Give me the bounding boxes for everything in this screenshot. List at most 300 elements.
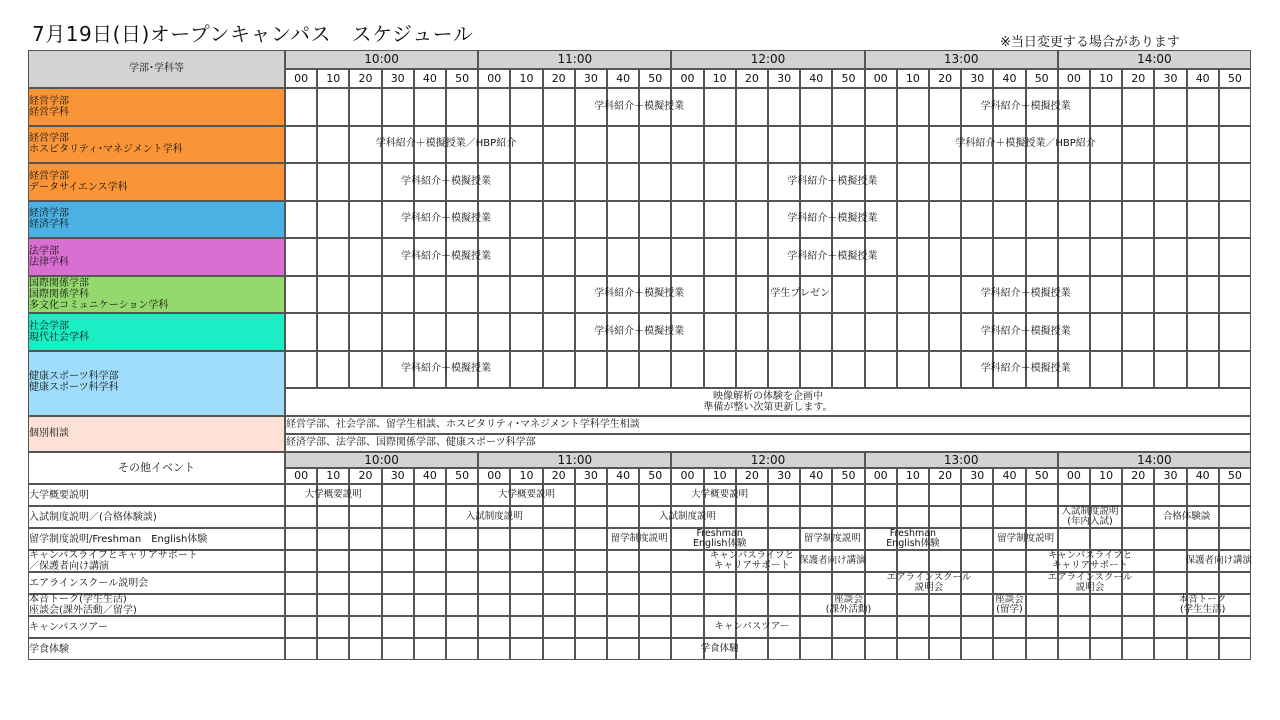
time-slot: [800, 126, 832, 164]
time-slot: [961, 506, 993, 528]
time-slot: [446, 484, 478, 506]
event-name: ／保護者向け講演: [29, 561, 109, 572]
time-slot: [865, 351, 897, 389]
time-slot: [510, 594, 542, 616]
time-slot: [1154, 484, 1186, 506]
time-slot: [800, 638, 832, 660]
time-slot: [510, 313, 542, 351]
time-slot: [671, 126, 703, 164]
event-session-label: English体験: [693, 538, 747, 549]
dept-name: 社会学部: [29, 320, 69, 332]
time-slot: [1154, 313, 1186, 351]
dept-session-label: 学科紹介＋模擬授業: [787, 250, 878, 262]
time-slot: [897, 238, 929, 276]
time-slot: [1219, 572, 1251, 594]
time-slot: [961, 528, 993, 550]
dept-session-label: 学科紹介＋模擬授業: [401, 175, 491, 187]
time-slot: [543, 638, 575, 660]
time-slot: [736, 238, 768, 276]
time-slot: [865, 313, 897, 351]
time-slot: [446, 638, 478, 660]
time-slot: [317, 594, 349, 616]
consult-text: 経済学部、法学部、国際関係学部、健康スポーツ科学部: [286, 437, 536, 448]
time-slot: [865, 88, 897, 126]
time-slot: [317, 638, 349, 660]
time-slot: [671, 351, 703, 389]
time-slot: [961, 638, 993, 660]
time-slot: [510, 616, 542, 638]
time-slot: [704, 572, 736, 594]
bottom-minute-label: 00: [487, 469, 502, 482]
time-slot: [832, 313, 864, 351]
time-slot: [317, 572, 349, 594]
time-slot: [446, 88, 478, 126]
bottom-hour-label: 12:00: [750, 452, 786, 467]
dept-session-label: 学科紹介＋模擬授業: [980, 363, 1071, 375]
dept-name: 経済学科: [29, 219, 69, 231]
time-slot: [285, 313, 317, 351]
time-slot: [1090, 616, 1122, 638]
time-slot: [1090, 313, 1122, 351]
event-session-label: エアラインスクール: [886, 572, 972, 583]
top-minute-label: 40: [809, 71, 824, 85]
event-session-label: 説明会: [914, 582, 944, 593]
time-slot: [607, 616, 639, 638]
time-slot: [1187, 201, 1219, 239]
time-slot: [382, 88, 414, 126]
top-minute-label: 00: [680, 71, 695, 85]
time-slot: [575, 506, 607, 528]
time-slot: [285, 276, 317, 314]
top-minute-label: 30: [390, 71, 405, 85]
events-header-label: その他イベント: [118, 461, 195, 474]
time-slot: [1090, 351, 1122, 389]
bottom-minute-label: 10: [326, 469, 341, 482]
time-slot: [414, 88, 446, 126]
event-session-label: 説明会: [1075, 582, 1105, 593]
time-slot: [349, 616, 381, 638]
time-slot: [832, 276, 864, 314]
time-slot: [993, 484, 1025, 506]
time-slot: [736, 506, 768, 528]
time-slot: [285, 638, 317, 660]
event-name: 入試制度説明／(合格体験談): [29, 511, 157, 523]
dept-session-label: 学科紹介＋模擬授業: [401, 213, 491, 225]
time-slot: [1058, 594, 1090, 616]
dept-session-label: 学科紹介＋模擬授業／HBP紹介: [955, 138, 1096, 150]
time-slot: [1187, 276, 1219, 314]
time-slot: [639, 201, 671, 239]
time-slot: [671, 594, 703, 616]
dept-session-label: 学科紹介＋模擬授業: [594, 325, 685, 337]
time-slot: [1122, 201, 1154, 239]
event-session-label: 保護者向け講演: [799, 555, 866, 566]
event-name: キャンパスライフとキャリアサポート: [29, 550, 198, 561]
bottom-hour-label: 11:00: [557, 452, 593, 467]
dept-header-label: 学部･学科等: [129, 63, 184, 74]
time-slot: [1026, 506, 1058, 528]
dept-name: 経済学部: [29, 208, 69, 220]
top-minute-label: 40: [616, 71, 631, 85]
time-slot: [1026, 616, 1058, 638]
time-slot: [575, 201, 607, 239]
time-slot: [382, 594, 414, 616]
event-session-label: 座談会: [995, 594, 1024, 605]
time-slot: [478, 88, 510, 126]
top-minute-label: 30: [583, 71, 598, 85]
dept-session-label: 学生プレゼン: [770, 288, 830, 300]
event-name: 学食体験: [29, 643, 69, 655]
time-slot: [510, 88, 542, 126]
dept-name: データサイエンス学科: [29, 181, 128, 193]
top-minute-label: 30: [970, 71, 985, 85]
time-slot: [897, 313, 929, 351]
time-slot: [317, 528, 349, 550]
time-slot: [800, 572, 832, 594]
time-slot: [736, 594, 768, 616]
time-slot: [671, 163, 703, 201]
time-slot: [1122, 594, 1154, 616]
top-minute-label: 20: [1131, 71, 1146, 85]
time-slot: [349, 594, 381, 616]
time-slot: [1122, 126, 1154, 164]
time-slot: [1154, 126, 1186, 164]
time-slot: [704, 594, 736, 616]
time-slot: [736, 163, 768, 201]
time-slot: [736, 201, 768, 239]
event-session-label: 大学概要説明: [497, 489, 556, 500]
time-slot: [607, 506, 639, 528]
time-slot: [897, 484, 929, 506]
consult-text: 経営学部、社会学部、留学生相談、ホスピタリティ･マネジメント学科学生相談: [286, 419, 640, 430]
time-slot: [607, 238, 639, 276]
time-slot: [414, 638, 446, 660]
event-session-label: 入試制度説明: [465, 511, 523, 522]
time-slot: [510, 276, 542, 314]
time-slot: [510, 163, 542, 201]
bottom-minute-label: 30: [583, 469, 598, 482]
bottom-minute-label: 40: [1195, 469, 1210, 482]
event-session-label: 座談会: [834, 594, 863, 605]
time-slot: [285, 528, 317, 550]
time-slot: [768, 528, 800, 550]
time-slot: [704, 351, 736, 389]
time-slot: [671, 238, 703, 276]
bottom-minute-label: 50: [648, 469, 663, 482]
top-hour-label: 10:00: [364, 52, 399, 66]
event-session-label: 留学制度説明: [997, 533, 1055, 544]
time-slot: [543, 313, 575, 351]
event-session-label: English体験: [886, 538, 940, 549]
time-slot: [704, 201, 736, 239]
event-session-label: キャリアサポート: [713, 560, 790, 571]
time-slot: [736, 276, 768, 314]
time-slot: [607, 201, 639, 239]
time-slot: [1219, 506, 1251, 528]
dept-name: 国際関係学部: [29, 277, 89, 289]
time-slot: [446, 572, 478, 594]
time-slot: [639, 126, 671, 164]
consult-label: 個別相談: [29, 428, 69, 439]
time-slot: [1187, 126, 1219, 164]
time-slot: [1219, 88, 1251, 126]
time-slot: [800, 484, 832, 506]
time-slot: [1219, 313, 1251, 351]
schedule-table: [28, 50, 1253, 710]
event-session-label: 大学概要説明: [304, 489, 362, 500]
sports-note-text: 準備が整い次第更新します。: [703, 402, 833, 413]
bottom-hour-label: 13:00: [943, 452, 979, 467]
time-slot: [349, 238, 381, 276]
time-slot: [929, 594, 961, 616]
time-slot: [704, 88, 736, 126]
time-slot: [510, 572, 542, 594]
time-slot: [382, 276, 414, 314]
time-slot: [832, 616, 864, 638]
time-slot: [543, 506, 575, 528]
time-slot: [1219, 528, 1251, 550]
time-slot: [671, 550, 703, 572]
time-slot: [317, 506, 349, 528]
time-slot: [575, 572, 607, 594]
time-slot: [897, 550, 929, 572]
time-slot: [543, 201, 575, 239]
top-minute-label: 20: [358, 71, 373, 85]
time-slot: [478, 638, 510, 660]
time-slot: [704, 163, 736, 201]
bottom-hour-label: 14:00: [1137, 452, 1172, 467]
time-slot: [1219, 616, 1251, 638]
time-slot: [382, 572, 414, 594]
time-slot: [897, 616, 929, 638]
time-slot: [929, 484, 961, 506]
time-slot: [1154, 88, 1186, 126]
event-session-label: キャンパスツアー: [714, 621, 790, 632]
time-slot: [639, 572, 671, 594]
time-slot: [414, 572, 446, 594]
time-slot: [1026, 484, 1058, 506]
time-slot: [768, 88, 800, 126]
time-slot: [382, 313, 414, 351]
time-slot: [1219, 126, 1251, 164]
time-slot: [382, 616, 414, 638]
time-slot: [1090, 276, 1122, 314]
time-slot: [1219, 276, 1251, 314]
time-slot: [897, 638, 929, 660]
time-slot: [478, 616, 510, 638]
bottom-hour-label: 10:00: [364, 452, 399, 467]
time-slot: [575, 638, 607, 660]
time-slot: [285, 88, 317, 126]
time-slot: [929, 238, 961, 276]
bottom-minute-label: 40: [422, 469, 437, 482]
time-slot: [1154, 528, 1186, 550]
time-slot: [639, 238, 671, 276]
time-slot: [1026, 638, 1058, 660]
top-hour-label: 11:00: [557, 52, 593, 66]
time-slot: [768, 572, 800, 594]
dept-session-label: 学科紹介＋模擬授業: [980, 288, 1071, 300]
time-slot: [704, 313, 736, 351]
time-slot: [1090, 201, 1122, 239]
time-slot: [575, 238, 607, 276]
time-slot: [478, 276, 510, 314]
time-slot: [317, 126, 349, 164]
time-slot: [832, 506, 864, 528]
time-slot: [543, 616, 575, 638]
time-slot: [832, 88, 864, 126]
event-session-label: 留学制度説明: [803, 533, 861, 544]
top-minute-label: 00: [487, 71, 502, 85]
top-minute-label: 20: [551, 71, 566, 85]
time-slot: [1219, 484, 1251, 506]
time-slot: [543, 550, 575, 572]
time-slot: [1026, 163, 1058, 201]
time-slot: [607, 163, 639, 201]
time-slot: [607, 638, 639, 660]
time-slot: [349, 276, 381, 314]
bottom-minute-label: 30: [970, 469, 985, 482]
top-minute-label: 40: [1195, 71, 1210, 85]
dept-session-label: 学科紹介＋模擬授業: [980, 325, 1071, 337]
bottom-minute-label: 30: [390, 469, 405, 482]
time-slot: [543, 594, 575, 616]
time-slot: [993, 550, 1025, 572]
time-slot: [285, 351, 317, 389]
time-slot: [1154, 163, 1186, 201]
time-slot: [736, 638, 768, 660]
bottom-minute-label: 40: [616, 469, 631, 482]
top-minute-label: 00: [873, 71, 888, 85]
top-minute-label: 10: [712, 71, 727, 85]
time-slot: [285, 616, 317, 638]
time-slot: [993, 238, 1025, 276]
time-slot: [961, 550, 993, 572]
time-slot: [929, 351, 961, 389]
time-slot: [317, 238, 349, 276]
time-slot: [1122, 313, 1154, 351]
time-slot: [800, 351, 832, 389]
time-slot: [671, 638, 703, 660]
time-slot: [510, 351, 542, 389]
time-slot: [1122, 276, 1154, 314]
event-session-label: (学生生活): [1179, 604, 1226, 615]
time-slot: [575, 163, 607, 201]
top-minute-label: 20: [744, 71, 759, 85]
time-slot: [929, 616, 961, 638]
time-slot: [382, 550, 414, 572]
time-slot: [349, 638, 381, 660]
dept-name: 法律学科: [29, 256, 69, 268]
time-slot: [1154, 201, 1186, 239]
dept-session-label: 学科紹介＋模擬授業: [401, 363, 491, 375]
time-slot: [993, 638, 1025, 660]
time-slot: [1026, 238, 1058, 276]
time-slot: [607, 572, 639, 594]
event-session-label: (留学): [996, 604, 1023, 615]
bottom-minute-label: 40: [809, 469, 824, 482]
time-slot: [1122, 484, 1154, 506]
time-slot: [865, 616, 897, 638]
bottom-minute-label: 30: [777, 469, 792, 482]
time-slot: [446, 276, 478, 314]
time-slot: [1122, 638, 1154, 660]
dept-name: 多文化コミュニケーション学科: [29, 299, 169, 311]
time-slot: [446, 594, 478, 616]
bottom-minute-label: 20: [551, 469, 566, 482]
time-slot: [1058, 528, 1090, 550]
bottom-minute-label: 10: [905, 469, 920, 482]
time-slot: [639, 163, 671, 201]
time-slot: [349, 201, 381, 239]
event-session-label: 合格体験談: [1162, 511, 1211, 522]
dept-name: 法学部: [29, 245, 59, 257]
page-title: 7月19日(日)オープンキャンパス スケジュール: [32, 22, 474, 46]
time-slot: [543, 572, 575, 594]
time-slot: [414, 528, 446, 550]
bottom-minute-label: 00: [680, 469, 695, 482]
time-slot: [317, 351, 349, 389]
time-slot: [317, 163, 349, 201]
time-slot: [575, 616, 607, 638]
event-name: 座談会(課外活動／留学): [29, 605, 137, 616]
event-session-label: エアラインスクール: [1047, 572, 1133, 583]
time-slot: [1026, 201, 1058, 239]
time-slot: [832, 126, 864, 164]
time-slot: [382, 528, 414, 550]
time-slot: [414, 616, 446, 638]
time-slot: [961, 163, 993, 201]
time-slot: [1058, 638, 1090, 660]
event-name: 留学制度説明/Freshman English体験: [29, 533, 208, 545]
time-slot: [993, 616, 1025, 638]
time-slot: [929, 638, 961, 660]
time-slot: [575, 126, 607, 164]
time-slot: [1058, 616, 1090, 638]
top-minute-label: 50: [1034, 71, 1049, 85]
time-slot: [349, 550, 381, 572]
event-name: 大学概要説明: [29, 489, 89, 501]
event-session-label: 保護者向け講演: [1185, 555, 1253, 566]
bottom-minute-label: 20: [358, 469, 373, 482]
time-slot: [1154, 351, 1186, 389]
event-session-label: キャンパスライフと: [1047, 550, 1133, 561]
time-slot: [961, 594, 993, 616]
time-slot: [285, 572, 317, 594]
dept-name: 経営学部: [29, 95, 69, 107]
time-slot: [1154, 572, 1186, 594]
time-slot: [478, 572, 510, 594]
time-slot: [414, 594, 446, 616]
top-minute-label: 10: [905, 71, 920, 85]
top-minute-label: 50: [1227, 71, 1242, 85]
time-slot: [543, 276, 575, 314]
bottom-minute-label: 00: [1066, 469, 1081, 482]
time-slot: [446, 616, 478, 638]
dept-session-label: 学科紹介＋模擬授業: [594, 100, 685, 112]
time-slot: [575, 351, 607, 389]
time-slot: [832, 351, 864, 389]
time-slot: [929, 88, 961, 126]
time-slot: [1154, 638, 1186, 660]
time-slot: [671, 572, 703, 594]
time-slot: [510, 550, 542, 572]
top-minute-label: 50: [841, 71, 856, 85]
event-session-label: キャリアサポート: [1051, 560, 1129, 571]
time-slot: [1058, 163, 1090, 201]
time-slot: [1122, 238, 1154, 276]
time-slot: [446, 528, 478, 550]
